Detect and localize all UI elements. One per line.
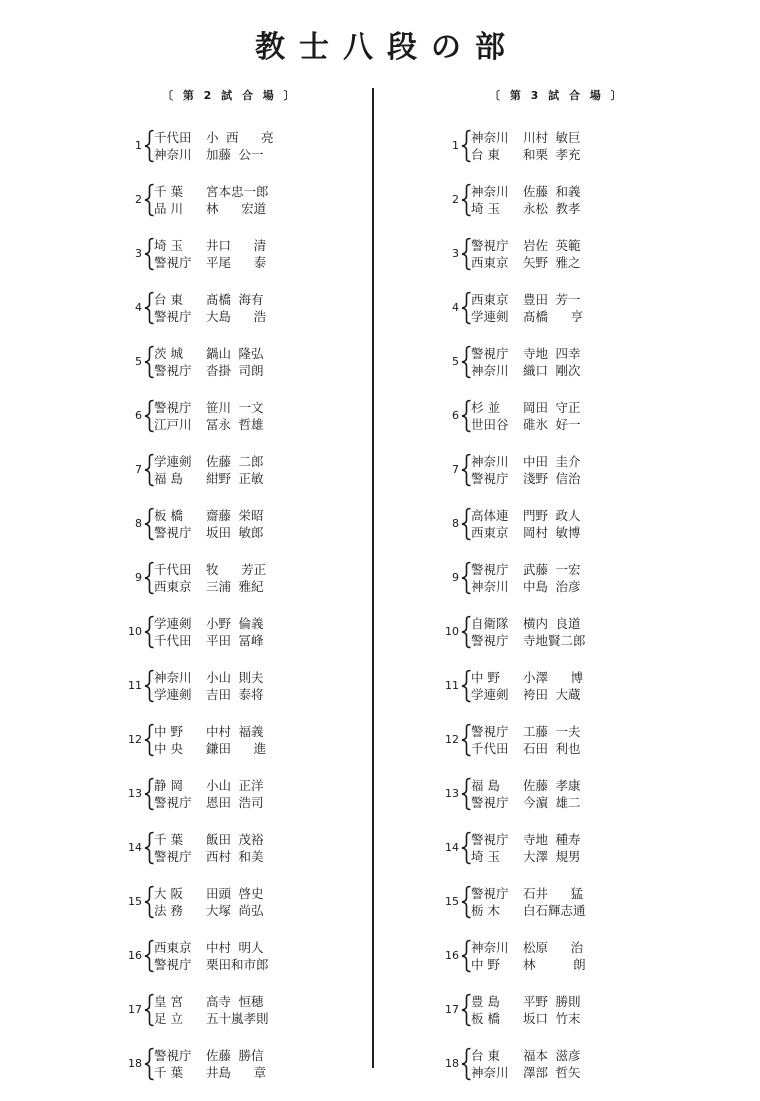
match-number: 14 — [445, 841, 459, 854]
venue-column-2 — [120, 86, 320, 1101]
player-name: 小澤 博 — [523, 670, 584, 685]
player-affiliation: 台 東 — [471, 1048, 500, 1063]
player-name: 鎌田 進 — [206, 741, 267, 756]
player-affiliation: 西東京 — [471, 525, 509, 540]
player-name: 井口 清 — [206, 238, 267, 253]
match-number: 13 — [445, 787, 459, 800]
player-name: 宮本忠一郎 — [206, 184, 269, 199]
match-row — [120, 777, 320, 831]
player-name: 武藤 一宏 — [523, 562, 581, 577]
player-name: 大島 浩 — [206, 309, 267, 324]
player-name: 織口 剛次 — [523, 363, 581, 378]
player-name: 小 西 亮 — [206, 130, 274, 145]
match-row — [437, 399, 637, 453]
match-number: 1 — [135, 139, 142, 152]
match-row — [120, 399, 320, 453]
match-row — [120, 183, 320, 237]
match-row — [437, 561, 637, 615]
player-affiliation: 学連剣 — [471, 309, 509, 324]
player-name: 髙橋 亨 — [523, 309, 584, 324]
match-number: 12 — [128, 733, 142, 746]
player-name: 川村 敏巨 — [523, 130, 581, 145]
player-name: 寺地 四幸 — [523, 346, 581, 361]
player-affiliation: 中 央 — [154, 741, 183, 756]
player-name: 門野 政人 — [523, 508, 581, 523]
player-affiliation: 警視庁 — [471, 238, 509, 253]
match-number: 15 — [445, 895, 459, 908]
player-name: 三浦 雅紀 — [206, 579, 264, 594]
match-row — [120, 129, 320, 183]
player-affiliation: 皇 宮 — [154, 994, 183, 1009]
player-name: 佐藤 孝康 — [523, 778, 581, 793]
player-affiliation: 高体連 — [471, 508, 509, 523]
match-row — [120, 345, 320, 399]
match-row — [437, 777, 637, 831]
player-affiliation: 警視庁 — [154, 795, 192, 810]
player-affiliation: 神奈川 — [471, 579, 509, 594]
match-number: 11 — [445, 679, 459, 692]
player-name: 和栗 孝充 — [523, 147, 581, 162]
player-affiliation: 中 野 — [154, 724, 183, 739]
page-title: 教士八段の部 — [255, 30, 519, 65]
player-affiliation: 警視庁 — [154, 525, 192, 540]
match-row — [437, 1047, 637, 1101]
player-affiliation: 西東京 — [154, 940, 192, 955]
player-affiliation: 法 務 — [154, 903, 183, 918]
player-name: 小山 則夫 — [206, 670, 264, 685]
match-number: 8 — [135, 517, 142, 530]
player-name: 平野 勝則 — [523, 994, 581, 1009]
player-affiliation: 学連剣 — [154, 616, 192, 631]
player-affiliation: 神奈川 — [154, 670, 192, 685]
match-row — [437, 507, 637, 561]
match-row — [120, 507, 320, 561]
match-number: 4 — [135, 301, 142, 314]
player-name: 牧 芳正 — [206, 562, 267, 577]
player-affiliation: 自衛隊 — [471, 616, 509, 631]
match-row — [437, 669, 637, 723]
player-name: 澤部 哲矢 — [523, 1065, 581, 1080]
player-affiliation: 福 島 — [154, 471, 183, 486]
player-name: 佐藤 勝信 — [206, 1048, 264, 1063]
player-name: 大澤 規男 — [523, 849, 581, 864]
player-affiliation: 警視庁 — [471, 795, 509, 810]
match-number: 14 — [128, 841, 142, 854]
match-row — [120, 939, 320, 993]
match-number: 13 — [128, 787, 142, 800]
match-number: 3 — [135, 247, 142, 260]
match-number: 5 — [452, 355, 459, 368]
player-name: 横内 良道 — [523, 616, 581, 631]
player-name: 中田 圭介 — [523, 454, 581, 469]
player-name: 中島 治彦 — [523, 579, 581, 594]
player-affiliation: 警視庁 — [154, 255, 192, 270]
player-affiliation: 埼 玉 — [471, 201, 500, 216]
venue-header: 〔 第 2 試 合 場 〕 — [162, 89, 298, 102]
player-name: 小山 正洋 — [206, 778, 264, 793]
player-name: 工藤 一夫 — [523, 724, 581, 739]
player-name: 林 宏道 — [206, 201, 267, 216]
player-name: 飯田 茂裕 — [206, 832, 264, 847]
match-number: 9 — [135, 571, 142, 584]
match-row — [437, 831, 637, 885]
match-number: 7 — [135, 463, 142, 476]
match-number: 16 — [128, 949, 142, 962]
player-name: 平田 冨峰 — [206, 633, 264, 648]
player-affiliation: 埼 玉 — [154, 238, 183, 253]
player-affiliation: 神奈川 — [471, 130, 509, 145]
player-name: 永松 教孝 — [523, 201, 581, 216]
player-affiliation: 警視庁 — [154, 1048, 192, 1063]
player-affiliation: 千代田 — [154, 130, 192, 145]
match-list — [437, 129, 637, 1101]
player-name: 寺地 種寿 — [523, 832, 581, 847]
match-number: 17 — [128, 1003, 142, 1016]
player-name: 吉田 泰将 — [206, 687, 264, 702]
player-affiliation: 品 川 — [154, 201, 183, 216]
player-affiliation: 千 葉 — [154, 832, 183, 847]
match-row — [437, 453, 637, 507]
player-affiliation: 警視庁 — [471, 886, 509, 901]
player-affiliation: 千 葉 — [154, 1065, 183, 1080]
player-name: 鍋山 隆弘 — [206, 346, 264, 361]
match-row — [437, 345, 637, 399]
player-affiliation: 静 岡 — [154, 778, 183, 793]
player-name: 髙橋 海有 — [206, 292, 264, 307]
player-name: 栗田和市郎 — [206, 957, 269, 972]
match-number: 18 — [128, 1057, 142, 1070]
player-affiliation: 警視庁 — [154, 400, 192, 415]
player-affiliation: 大 阪 — [154, 886, 183, 901]
player-affiliation: 足 立 — [154, 1011, 183, 1026]
player-affiliation: 千代田 — [154, 562, 192, 577]
player-affiliation: 中 野 — [471, 957, 500, 972]
match-number: 12 — [445, 733, 459, 746]
match-row — [437, 237, 637, 291]
match-number: 6 — [135, 409, 142, 422]
player-affiliation: 神奈川 — [471, 184, 509, 199]
player-affiliation: 埼 玉 — [471, 849, 500, 864]
match-number: 11 — [128, 679, 142, 692]
match-row — [120, 291, 320, 345]
player-name: 松原 治 — [523, 940, 584, 955]
player-affiliation: 台 東 — [154, 292, 183, 307]
player-affiliation: 警視庁 — [154, 849, 192, 864]
player-name: 齋藤 栄昭 — [206, 508, 264, 523]
player-name: 碓氷 好一 — [523, 417, 581, 432]
match-number: 4 — [452, 301, 459, 314]
match-number: 16 — [445, 949, 459, 962]
player-affiliation: 福 島 — [471, 778, 500, 793]
venue-column-3 — [437, 86, 637, 1101]
player-affiliation: 千代田 — [154, 633, 192, 648]
match-row — [120, 993, 320, 1047]
player-name: 井島 章 — [206, 1065, 267, 1080]
player-name: 岡村 敏博 — [523, 525, 581, 540]
match-row — [437, 993, 637, 1047]
player-name: 福本 滋彦 — [523, 1048, 581, 1063]
player-affiliation: 板 橋 — [471, 1011, 500, 1026]
player-name: 袴田 大蔵 — [523, 687, 581, 702]
venue-header: 〔 第 3 試 合 場 〕 — [489, 89, 625, 102]
match-row — [120, 885, 320, 939]
player-name: 冨永 哲雄 — [206, 417, 264, 432]
player-name: 坂田 敏郎 — [206, 525, 264, 540]
match-number: 6 — [452, 409, 459, 422]
match-number: 10 — [128, 625, 142, 638]
column-divider — [372, 88, 374, 1068]
player-affiliation: 豊 島 — [471, 994, 500, 1009]
player-affiliation: 学連剣 — [154, 687, 192, 702]
player-affiliation: 世田谷 — [471, 417, 509, 432]
match-row — [437, 291, 637, 345]
match-row — [120, 669, 320, 723]
match-number: 9 — [452, 571, 459, 584]
player-affiliation: 西東京 — [471, 255, 509, 270]
player-name: 加藤 公一 — [206, 147, 264, 162]
player-name: 淺野 信治 — [523, 471, 581, 486]
player-affiliation: 神奈川 — [471, 454, 509, 469]
player-name: 坂口 竹末 — [523, 1011, 581, 1026]
player-affiliation: 西東京 — [154, 579, 192, 594]
player-name: 西村 和美 — [206, 849, 264, 864]
player-affiliation: 警視庁 — [471, 346, 509, 361]
player-name: 高寺 恒穂 — [206, 994, 264, 1009]
player-name: 岡田 守正 — [523, 400, 581, 415]
match-number: 8 — [452, 517, 459, 530]
player-affiliation: 警視庁 — [471, 633, 509, 648]
player-name: 豊田 芳一 — [523, 292, 581, 307]
match-number: 1 — [452, 139, 459, 152]
player-affiliation: 千 葉 — [154, 184, 183, 199]
player-name: 矢野 雅之 — [523, 255, 581, 270]
match-row — [120, 237, 320, 291]
player-name: 小野 倫義 — [206, 616, 264, 631]
player-affiliation: 学連剣 — [154, 454, 192, 469]
match-row — [437, 183, 637, 237]
match-row — [120, 615, 320, 669]
match-row — [437, 615, 637, 669]
player-affiliation: 警視庁 — [471, 832, 509, 847]
match-number: 18 — [445, 1057, 459, 1070]
player-affiliation: 神奈川 — [471, 1065, 509, 1080]
match-number: 3 — [452, 247, 459, 260]
match-number: 5 — [135, 355, 142, 368]
player-name: 佐藤 和義 — [523, 184, 581, 199]
match-row — [120, 723, 320, 777]
player-affiliation: 千代田 — [471, 741, 509, 756]
match-number: 2 — [452, 193, 459, 206]
player-name: 林 朗 — [523, 957, 586, 972]
match-number: 17 — [445, 1003, 459, 1016]
player-affiliation: 茨 城 — [154, 346, 183, 361]
player-name: 紺野 正敏 — [206, 471, 264, 486]
player-affiliation: 神奈川 — [471, 940, 509, 955]
player-affiliation: 江戸川 — [154, 417, 192, 432]
player-name: 岩佐 英範 — [523, 238, 581, 253]
match-row — [437, 885, 637, 939]
match-row — [437, 939, 637, 993]
match-list — [120, 129, 320, 1101]
match-row — [120, 1047, 320, 1101]
player-name: 田頭 啓史 — [206, 886, 264, 901]
player-affiliation: 警視庁 — [154, 309, 192, 324]
player-affiliation: 板 橋 — [154, 508, 183, 523]
match-number: 7 — [452, 463, 459, 476]
player-affiliation: 神奈川 — [471, 363, 509, 378]
player-name: 今濵 雄二 — [523, 795, 581, 810]
player-name: 笹川 一文 — [206, 400, 264, 415]
player-name: 中村 福義 — [206, 724, 264, 739]
player-affiliation: 警視庁 — [471, 724, 509, 739]
match-number: 10 — [445, 625, 459, 638]
match-row — [437, 723, 637, 777]
player-name: 佐藤 二郎 — [206, 454, 264, 469]
player-name: 沓掛 司朗 — [206, 363, 264, 378]
player-name: 石田 利也 — [523, 741, 581, 756]
player-affiliation: 西東京 — [471, 292, 509, 307]
player-affiliation: 台 東 — [471, 147, 500, 162]
match-row — [120, 561, 320, 615]
player-affiliation: 杉 並 — [471, 400, 500, 415]
player-name: 平尾 泰 — [206, 255, 267, 270]
player-name: 石井 猛 — [523, 886, 584, 901]
player-name: 寺地賢二郎 — [523, 633, 586, 648]
player-affiliation: 警視庁 — [471, 471, 509, 486]
match-number: 2 — [135, 193, 142, 206]
player-name: 中村 明人 — [206, 940, 264, 955]
match-row — [437, 129, 637, 183]
match-row — [120, 831, 320, 885]
player-name: 白石輝志通 — [523, 903, 586, 918]
player-affiliation: 警視庁 — [154, 957, 192, 972]
match-number: 15 — [128, 895, 142, 908]
player-affiliation: 警視庁 — [154, 363, 192, 378]
match-row — [120, 453, 320, 507]
player-name: 恩田 浩司 — [206, 795, 264, 810]
player-affiliation: 警視庁 — [471, 562, 509, 577]
player-affiliation: 栃 木 — [471, 903, 500, 918]
player-affiliation: 学連剣 — [471, 687, 509, 702]
player-name: 五十嵐孝則 — [206, 1011, 269, 1026]
player-name: 大塚 尚弘 — [206, 903, 264, 918]
player-affiliation: 中 野 — [471, 670, 500, 685]
player-affiliation: 神奈川 — [154, 147, 192, 162]
